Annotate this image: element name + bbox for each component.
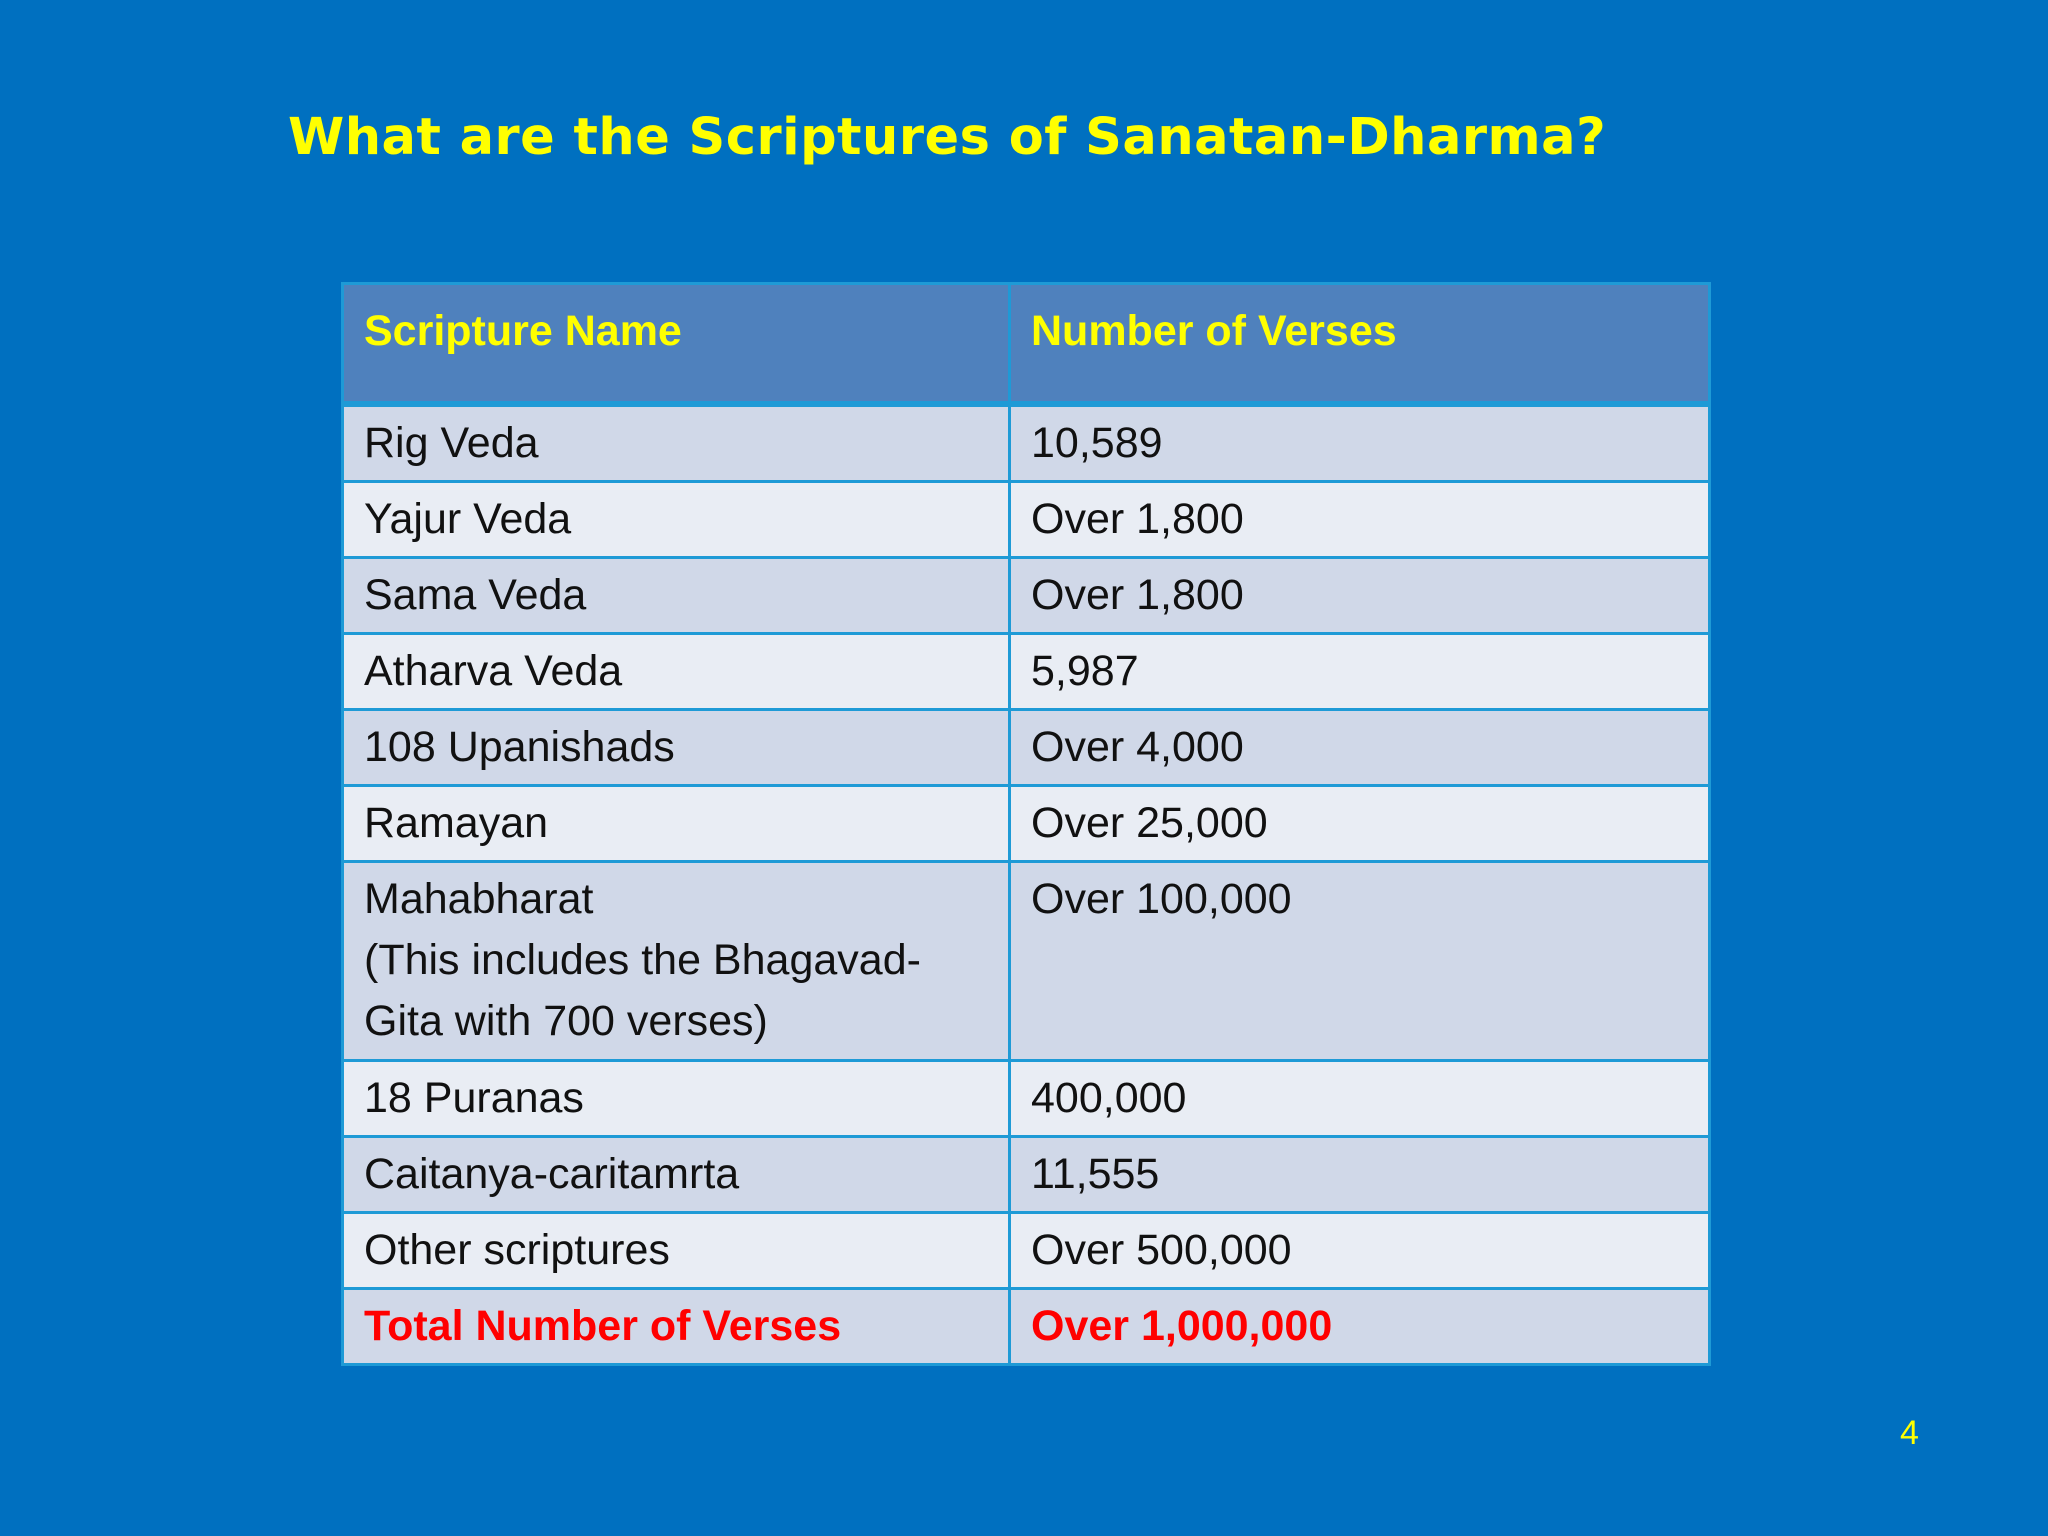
total-label-cell: Total Number of Verses [343, 1289, 1010, 1365]
scripture-name-cell: Sama Veda [343, 558, 1010, 634]
verse-count-cell: Over 500,000 [1010, 1213, 1710, 1289]
table-row [343, 404, 1710, 482]
table-row [343, 1137, 1710, 1213]
slide-title: What are the Scriptures of Sanatan-Dharma? [288, 108, 1607, 167]
scripture-name-cell [343, 862, 1010, 1061]
table-row [343, 482, 1710, 558]
table-row [343, 1213, 1710, 1289]
verse-count-cell: Over 1,800 [1010, 558, 1710, 634]
scripture-table-container [341, 282, 1708, 1366]
scripture-name-cell: Ramayan [343, 786, 1010, 862]
verse-count-cell: Over 25,000 [1010, 786, 1710, 862]
verse-count-cell: Over 4,000 [1010, 710, 1710, 786]
table-row [343, 558, 1710, 634]
verse-count-cell: 400,000 [1010, 1061, 1710, 1137]
header-number-of-verses: Number of Verses [1010, 284, 1710, 405]
mahabharat-name: Mahabharat [364, 875, 594, 923]
verse-count-cell: 11,555 [1010, 1137, 1710, 1213]
scripture-name-cell: Caitanya-caritamrta [343, 1137, 1010, 1213]
scripture-name-cell: Rig Veda [343, 404, 1010, 482]
table-row [343, 710, 1710, 786]
total-value-cell: Over 1,000,000 [1010, 1289, 1710, 1365]
total-row [343, 1289, 1710, 1365]
table-row [343, 862, 1710, 1061]
verse-count-cell: Over 100,000 [1010, 862, 1710, 1061]
verse-count-cell: 10,589 [1010, 404, 1710, 482]
scripture-name-cell: Other scriptures [343, 1213, 1010, 1289]
table-row [343, 1061, 1710, 1137]
page-number: 4 [1900, 1414, 1919, 1452]
verse-count-cell: 5,987 [1010, 634, 1710, 710]
scripture-name-cell: 18 Puranas [343, 1061, 1010, 1137]
table-row [343, 634, 1710, 710]
table-header-row [343, 284, 1710, 405]
mahabharat-note-line-1: (This includes the Bhagavad- [364, 936, 921, 984]
table-row [343, 786, 1710, 862]
mahabharat-note-line-2: Gita with 700 verses) [364, 997, 768, 1045]
scripture-table [341, 282, 1711, 1366]
scripture-name-cell: Atharva Veda [343, 634, 1010, 710]
scripture-name-cell: 108 Upanishads [343, 710, 1010, 786]
verse-count-cell: Over 1,800 [1010, 482, 1710, 558]
scripture-name-cell: Yajur Veda [343, 482, 1010, 558]
header-scripture-name: Scripture Name [343, 284, 1010, 405]
